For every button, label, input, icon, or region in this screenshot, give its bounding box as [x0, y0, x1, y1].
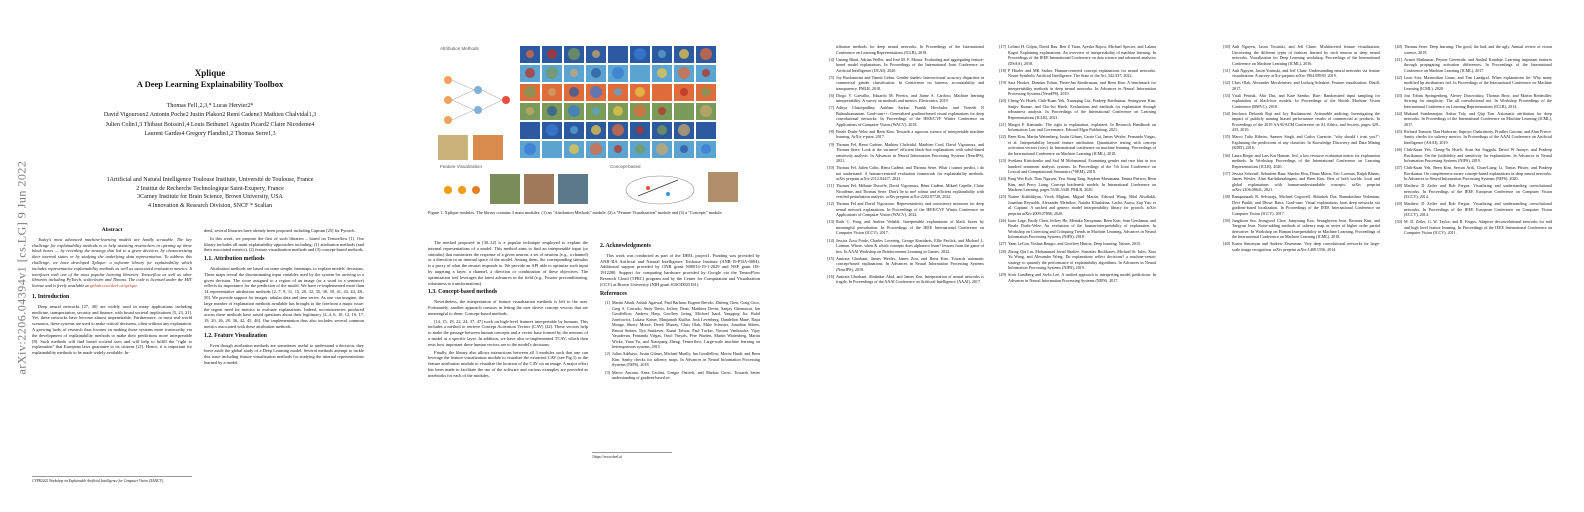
concept-text: Nevertheless, the interpretation of feature visualization methods is left to the user. Fortunately, another approach consists in letting the user derive concept vectors that are meaningful to them: Concept-based methods. [428, 299, 588, 316]
attribution-heading: 1.1. Attribution methods [204, 256, 265, 263]
reference-item: [12] Thomas Fel and David Vigouroux. Representativity and consistency measures for deep neural network explanations. In Proceedings of the IEEE/CVF Winter Conference on Applications of Computer Vision (WACV), 2022. [827, 201, 984, 218]
reference-item: [8] Finale Doshi-Velez and Been Kim. Towards a rigorous science of interpretable machine learning. ArXiv e-print, 2017. [829, 128, 984, 140]
references-heading: References [600, 290, 627, 297]
fv-node [444, 186, 452, 194]
heatmap-hotspot [569, 87, 579, 97]
author-line: Thomas Fel1,2,3,* Lucas Hervier2* [166, 103, 254, 109]
heatmap-hotspot [614, 145, 622, 153]
reference-item: [50] M. D. Zeiler, G. W. Taylor, and R. Fergus. Adaptive deconvolutional networks for mid and high level feature learning. In Proceedings of the IEEE International Conference on Computer Vision (ICCV), 2011. [1395, 219, 1552, 236]
heatmap-hotspot [680, 145, 688, 153]
heatmap-hotspot [702, 126, 710, 134]
output-node [502, 96, 510, 104]
affiliation: 1Artificial and Natural Intelligence Toulouse Institute, Université de Toulouse, France [106, 177, 314, 183]
ack-text: This work was conducted as part of the DEEL project1. Funding was provided by ANR-3IA Artificial and Natural Intelligence Toulouse Institute (ANR-19-PI3A-0004). Additional support provided by ONR grant N00014-19-1-2029 and NSF grant IIS-1912280. Support for computing hardware provided by Google via the TensorFlow Research Cloud (TFRC) program and by the Center for Computation and Visualization (CCV) at Brown University (NIH grant S10OD025181). [600, 252, 760, 287]
reference-item: [18] P Hitzler and MK Sarker. Human-centered concept explanations for neural networks. Neuro-Symbolic Artificial Intelligence: The State of the Art, 342:337, 2022. [999, 67, 1156, 79]
fv-image [524, 174, 554, 204]
heatmap-hotspot [612, 67, 624, 79]
heatmap-hotspot [658, 50, 666, 58]
reference-item: [41] Avanti Shrikumar, Peyton Greenside, and Anshul Kundaje. Learning important features through propagating activation differences. In Proceedings of the International Conference on Machine Learning (ICML), 2017. [1395, 56, 1552, 73]
heatmap-hotspot [634, 48, 646, 60]
edge [452, 80, 474, 90]
heatmap-hotspot [636, 69, 644, 77]
reference-item: [11] Thomas Fel, Mélanie Ducoffe, David Vigouroux, Rémi Cadène, Mikael Capelle, Claire Nicodème, and Thomas Serre. Don't lie to me! robust and efficient explainability with verified perturbation analysis. arXiv preprint arXiv:2202.07728, 2022. [827, 183, 984, 200]
heatmap-hotspot [592, 107, 600, 115]
heatmap-hotspot [635, 87, 645, 97]
reference-item: [37] Jessica Schrouff, Sebastien Baur, Shaobo Hou, Diana Mincu, Eric Loreaux, Ralph Blanes, James Wexler, Alan Karthikesalingam, and Been Kim. Best of both worlds: local and global explanations with human-understandable concepts. arXiv preprint arXiv:2106.08641, 2021. [1223, 170, 1380, 193]
p2-column-left [428, 240, 588, 381]
heatmap-hotspot [569, 144, 579, 154]
attribution-panel [438, 46, 510, 160]
heatmap-hotspot [524, 143, 536, 155]
edge [452, 110, 474, 120]
reference-item: [49] Matthew D Zeiler and Rob Fergus. Visualizing and understanding convolutional networks. In Proceedings of the IEEE European Conference on Computer Vision (ECCV), 2014. [1395, 201, 1552, 218]
col2-intro: deed, several libraries have already been proposed including Captum [25] for Pytorch. [204, 228, 356, 233]
paper-subtitle: A Deep Learning Explainability Toolbox [136, 79, 284, 89]
reference-item: [29] Scott Lundberg and Su-In Lee. A unified approach to interpreting model predictions. In Advances in Neural Information Processing Systems (NIPS), 2017. [999, 272, 1156, 283]
heatmap-hotspot [702, 69, 710, 77]
input-node [444, 96, 452, 104]
heatmap-hotspot [526, 107, 534, 115]
heatmap-hotspot [591, 68, 601, 78]
fv-image [490, 174, 520, 204]
input-thumbnail [438, 135, 468, 160]
heatmap-hotspot [570, 69, 578, 77]
column-left [32, 228, 192, 358]
heatmap-hotspot [679, 49, 689, 59]
reference-item: [15] Amirata Ghorbani, James Wexler, James Zou, and Been Kim. Towards automatic concept-based explanations. In Advances in Neural Information Processing Systems (NeurIPS), 2019. [827, 255, 984, 272]
reference-item: [43] Jost Tobias Springenberg, Alexey Dosovitskiy, Thomas Brox, and Martin Riedmiller. Striving for simplicity: The all convolutional net. In Workshop Proceedings of the International Conference on Learning Representations (ICLR), 2014. [1395, 92, 1552, 109]
page-3 [792, 0, 1188, 512]
reference-item: [3] Marco Ancona, Enea Ceolini, Cengiz Öztireli, and Markus Gross. Towards better understanding of gradient-based at- [605, 369, 760, 381]
feature-visualization-panel [440, 164, 588, 204]
cav-vector [638, 180, 678, 196]
reference-item: [42] Leon Sixt, Maximilian Granz, and Tim Landgraf. When explanations lie: Why many modified bp attributions fail. In Proceedings of the International Conference on Machine Learning (ICML), 2020. [1395, 74, 1552, 91]
reference-item: [34] Inioluwa Deborah Raji and Joy Buolamwini. Actionable auditing: Investigating the impact of publicly naming biased performance results of commercial ai products. In Proceedings of the 2019 AAAI/ACM Conference on AI, Ethics, and Society, pages 429–435, 2019. [1223, 110, 1380, 133]
reference-item: [9] Thomas Fel, Remi Cadene, Mathieu Chalvidal, Matthieu Cord, David Vigouroux, and Thomas Serre. Look at the variance! efficient black-box explanations with sobol-based sensitivity analysis. In Advances in Neural Information Processing Systems (NeurIPS), 2021. [829, 141, 984, 164]
heatmap-hotspot [546, 124, 558, 136]
intro-text: Deep neural networks [27, 40] are widely used in many applications including medicine, transportation, security and finance, with broad societal implications [5, 23, 31]. Yet, these networks have become almost impenetrable. Furthermore, in most real-world scenarios, these systems are used to make critical decisions, often without any explanation. A growing body of research thus focuses on making those systems more trustworthy via the development of explainability methods to make their predictions more interpretable [8]. Such methods will find broad societal uses and will help to fulfill the "right to explanation" that European laws guarantee to its citizens [21]. Hence, it is important for explainability methods to be made widely available. In- [32, 303, 192, 356]
heatmap-hotspot [634, 105, 646, 117]
reference-item: [28] Zhong Qiu Lin, Mohammad Javad Shafiee, Stanislav Bochkarev, Michael St. Jules, Xiao Yu Wang, and Alexander Wong. Do explanations reflect decisions? a machine-centric strategy to quantify the performance of explainability algorithms. In Advances in Neural Information Processing Systems (NIPS), 2019. [999, 248, 1156, 271]
fv-node [472, 186, 480, 194]
page-2 [396, 0, 792, 512]
heatmap-hotspot [524, 86, 536, 98]
reference-item: [23] Svetlana Kiritchenko and Saif M Mohammad. Examining gender and race bias in two hundred sentiment analysis systems. In Proceedings of the 7th Joint Conference on Lexical and Computational Semantics (*SEM), 2018. [999, 158, 1156, 175]
affiliation: 2 Institut de Recherche Technologique Saint-Exupery, France [136, 185, 284, 192]
reference-item: [35] Marco Tulio Ribeiro, Sameer Singh, and Carlos Guestrin. "why should i trust you?": Explaining the predictions of any classifier. In Knowledge Discovery and Data Mining (KDD), 2016. [1223, 134, 1380, 151]
affiliation: 4 Innovation & Research Division, SNCF * Scalian [148, 202, 272, 209]
arxiv-stamp [6, 120, 29, 420]
heatmap-hotspot [701, 144, 711, 154]
attribution-heatmap-grid [520, 46, 716, 158]
reference-item: [44] Mukund Sundararajan, Ankur Taly, and Qiqi Yan. Axiomatic attribution for deep networks. In Proceedings of the International Conference on Machine Learning (ICML), 2017. [1395, 110, 1552, 127]
reference-item: [38] Ramprasaath R. Selvaraju, Michael Cogswell, Abhishek Das, Ramakrishna Vedantam, Devi Parikh, and Dhruv Batra. Grad-cam: Visual explanations from deep networks via gradient-based localization. In Proceedings of the IEEE International Conference on Computer Vision (ICCV), 2017. [1223, 194, 1380, 216]
heatmap-hotspot [636, 126, 644, 134]
reference-item: [47] Chih-Kuan Yeh, Been Kim, Sercan Arik, Chun-Liang Li, Tomas Pfister, and Pradeep Ravikumar. On completeness-aware concept-based explanations in deep neural networks. In Advances in Neural Information Processing Systems (NIPS), 2020. [1395, 165, 1552, 182]
edge [452, 90, 474, 100]
p4-ref-column-left [1220, 44, 1380, 254]
affiliation: 3Carney Institute for Brain Science, Brown University, USA [137, 194, 283, 201]
fv-image [558, 174, 588, 204]
reference-item: [7] Aditya Chattopadhay, Anirban Sarkar, Prantik Howlader, and Vineeth N Balasubramanian. Grad-cam++: Generalized gradient-based visual explanations for deep convolutional networks. In Proceedings of the IEEE/CVF Winter Conference on Applications of Computer Vision (WACV), 2018. [829, 105, 984, 127]
heatmap-hotspot [613, 49, 623, 59]
reference-item: [33] Vitali Petsiuk, Abir Das, and Kate Saenko. Rise: Randomized input sampling for explanation of black-box models. In Proceedings of the British Machine Vision Conference (BMVC), 2018. [1223, 92, 1380, 109]
heatmap-hotspot [656, 143, 668, 155]
reference-item: [13] Ruth C. Fong and Andrea Vedaldi. Interpretable explanations of black boxes by meaningful perturbation. In Proceedings of the IEEE International Conference on Computer Vision (ICCV), 2017. [827, 219, 984, 236]
reference-item: [1] Martín Abadi, Ashish Agarwal, Paul Barham, Eugene Brevdo, Zhifeng Chen, Craig Citro, Greg S. Corrado, Andy Davis, Jeffrey Dean, Matthieu Devin, Sanjay Ghemawat, Ian Goodfellow, Andrew Harp, Geoffrey Irving, Michael Isard, Yangqing Jia, Rafal Jozefowicz, Lukasz Kaiser, Manjunath Kudlur, Josh Levenberg, Dandelion Mané, Rajat Monga, Sherry Moore, Derek Murray, Chris Olah, Mike Schuster, Jonathon Shlens, Benoit Steiner, Ilya Sutskever, Kunal Talwar, Paul Tucker, Vincent Vanhoucke, Vijay Vasudevan, Fernanda Viégas, Oriol Vinyals, Pete Warden, Martin Wattenberg, Martin Wicke, Yuan Yu, and Xiaoqiang Zheng. Tensorflow: Large-scale machine learning on heterogeneous systems, 2015. [605, 300, 760, 350]
reference-item: tribution methods for deep neural networks. In Proceedings of the International Conference on Learning Representations (ICLR), 2018. [836, 44, 984, 55]
github-link[interactable]: github.com/deel-ai/xplique. [89, 283, 139, 289]
edge [482, 100, 502, 110]
column-right [204, 228, 364, 368]
heatmap-hotspot [525, 68, 535, 78]
concept-panel-label: Concept-based [610, 164, 641, 169]
reference-item: [24] Pang Wei Koh, Thao Nguyen, Yew Siang Tang, Stephen Mussmann, Emma Pierson, Been Kim, and Percy Liang. Concept bottleneck models. In International Conference on Machine Learning, pages 5338–5348. PMLR, 2020. [999, 176, 1156, 193]
heatmap-hotspot [656, 86, 668, 98]
reference-item: [4] Umang Bhatt, Adrian Weller, and José M. F. Moura. Evaluating and aggregating feature-based model explanations. In Proceedings of the International Joint Conference on Artificial Intelligence (IJCAI), 2020. [829, 56, 984, 73]
heatmap-hotspot [657, 125, 667, 135]
abstract-heading: Abstract [101, 227, 123, 233]
heatmap-hotspot [679, 106, 689, 116]
figure-1 [428, 40, 748, 208]
heatmap-hotspot [568, 105, 580, 117]
reference-item: [5] Joy Buolamwini and Timnit Gebru. Gender shades: Intersectional accuracy disparities in commercial gender classification. In Conference on fairness, accountability and transparency. PMLR, 2018. [829, 74, 984, 91]
heatmap-hotspot [680, 88, 688, 96]
deel-footnote: 1https://www.deel.ai [592, 452, 672, 459]
paper-title: Xplique [194, 68, 226, 78]
p4-ref-column-right [1392, 44, 1552, 238]
attribution-text: Attribution methods are based on some simple, heatmaps, to explain models' decisions. These maps reveal the discriminating input variables used by the system for arriving to a given decision. The score assigned to a region of an image (or a word in a sentence) reflects its importance for the prediction of the model. We have re-implemented more than 14 representative attribution methods [2, 7, 9, 11, 15, 20, 32, 35, 38, 39, 41, 43, 44, 48–50]. We provide support for images, tabular data and time series. As one can imagine, the large number of explanation methods available has brought to the forefront a major issue: the urgent need for metrics to evaluate explanations. Indeed, inconsistencies produced across these methods have raised questions about their legitimacy [2–4, 6, 10, 12, 16, 17, 19, 20, 26, 28, 36, 42, 45, 46]. Our implementation thus also includes several common metrics associated with these attribution methods. [204, 265, 364, 329]
reference-item: [2] Julius Adebayo, Justin Gilmer, Michael Muelly, Ian Goodfellow, Moritz Hardt, and Been Kim. Sanity checks for saliency maps. In Advances in Neural Information Processing Systems (NIPS), 2018. [605, 351, 760, 368]
reference-item: [21] Margot E Kaminski. The right to explanation, explained. In Research Handbook on Information Law and Governance. Edward Elgar Publishing, 2021. [999, 121, 1156, 133]
p3-ref-column-right [996, 44, 1156, 285]
figure-caption: Figure 1. Xplique modules. The library contains 3 main modules: (1) an "Attribution Methods" module, (2) a "Feature Visualization" module and (3) a "Concepts" module. [428, 210, 723, 215]
ack-heading: 2. Acknowledgments [600, 243, 651, 249]
reference-item: [39] Junghoon Seo, Jeongyeol Choe, Jamyoung Koo, Seunghyeon Jeon, Beomsu Kim, and Taegyun Jeon. Noise-adding methods of saliency map as series of higher order partial derivative. In Workshop on Human Interpretability in Machine Learning, Proceedings of the International Conference on Machine Learning (ICML), 2018. [1223, 217, 1380, 240]
edge [482, 90, 502, 100]
reference-item: [25] Narine Kokhlikyan, Vivek Miglani, Miguel Martin, Edward Wang, Bilal Alsallakh, Jonathan Reynolds, Alexander Melnikov, Natalia Kliushkina, Carlos Araya, Siqi Yan, et al. Captum: A unified and generic model interpretability library for pytorch. arXiv preprint arXiv:2009.07896, 2020. [999, 194, 1156, 216]
reference-item: [48] Matthew D Zeiler and Rob Fergus. Visualizing and understanding convolutional networks. In Proceedings of the IEEE European Conference on Computer Vision (ECCV), 2014. [1395, 183, 1552, 200]
concept-text-3: Finally, the library also allows interactions between all 3 modules such that one can leverage the feature visualization module to visualize the extracted CAV (see Fig.1) or the feature attribution module to visualize the location of the CAV on an image. A major effort has been made to facilitate the use of the software and various examples are provided as notebooks for each of the modules. [428, 349, 588, 378]
affiliation-list [50, 176, 370, 210]
heatmap-hotspot [568, 48, 580, 60]
concept-space [626, 176, 694, 204]
attribution-panel-label: Attribution Methods [440, 46, 479, 51]
feature-viz-panel-label: Feature Visualization [440, 164, 482, 169]
reference-item: [20] Cheng-Yu Hsieh, Chih-Kuan Yeh, Xuanqing Liu, Pradeep Ravikumar, Seungyeon Kim, Sanjiv Kumar, and Cho-Jui Hsieh. Evaluations and methods for explanation through robustness analysis. In Proceedings of the International Conference on Learning Representations (ICLR), 2021. [999, 98, 1156, 120]
reference-item: [45] Richard Tomsett, Dan Harborne, Supriyo Chakraborty, Prudhvi Gurram, and Alun Preece. Sanity checks for saliency metrics. In Proceedings of the AAAI Conference on Artificial Intelligence (AAAI), 2019. [1395, 128, 1552, 145]
concept-point [666, 192, 670, 196]
heatmap-hotspot [614, 88, 622, 96]
p3-ref-column-left [824, 44, 984, 286]
heatmap-hotspot [592, 50, 600, 58]
heatmap-hotspot [700, 48, 712, 60]
concept-point [646, 186, 650, 190]
input-node [444, 116, 452, 124]
hidden-node [474, 86, 482, 94]
featureviz-heading: 1.2. Feature Visualization [204, 332, 268, 339]
concept-panel [610, 164, 738, 204]
author-line: David Vigouroux2 Antonin Poche2 Justin Plakoo2 Remi Cadene3 Mathieu Chalvidal1,3 [103, 112, 317, 119]
heatmap-hotspot [635, 144, 645, 154]
reference-item: [27] Yann LeCun, Yoshua Bengio, and Geoffrey Hinton. Deep learning. Nature, 2015. [999, 241, 1142, 247]
reference-item: [17] Leilani H. Gilpin, David Bau, Ben Z Yuan, Ayesha Bajwa, Michael Specter, and Lalana Kagal. Explaining explanations: An overview of interpretability of machine learning. In Proceedings of the IEEE International Conference on data science and advanced analytics (DSAA), 2018. [999, 44, 1156, 66]
concept-heading: 1.3. Concept-based methods [428, 289, 498, 296]
featureviz-text: Even though attribution methods are sometimes useful to understand a decision, they leave aside the global study of a Deep Learning model. Several methods attempt to tackle this issue including feature visualization methods for studying the internal representations learned by a model. [204, 342, 364, 365]
page-1 [0, 0, 396, 512]
input-node [444, 76, 452, 84]
author-line: Laurent Gardes4 Gregory Flandin1,2 Thomas Serre1,3 [144, 131, 276, 138]
input-thumbnail [473, 135, 503, 160]
arxiv-id: arXiv:2206.04394v1 [cs.LG] 9 Jun 2022 [14, 160, 29, 375]
heatmap-hotspot [548, 145, 556, 153]
intro-heading: 1. Introduction [32, 293, 70, 300]
fv-method-text: The method proposed in [30–32] is a popular technique employed to explain the internal representations of a model. This method aims to find an interpretable input (or stimulus) that maximizes the response of a given neuron, a set of neurons (e.g., a channel) or a direction in an internal space of the model. Among them, the corresponding stimulus is a proxy of what the neuron responds to. We provide an API able to optimize such input by targeting a layer, a channel, a direction or combination of these objectives. The optimization tool leverages the latest advances in the field (e.g., Fourier preconditioning, robustness to transformations). [428, 240, 588, 286]
author-list [50, 102, 370, 140]
concept-image [708, 172, 738, 202]
reference-item: [46] Chih-Kuan Yeh, Cheng-Yu Hsieh, Arun Sai Suggala, David W Inouye, and Pradeep Ravikumar. On the (in)fidelity and sensitivity for explanations. In Advances in Neural Information Processing Systems (NIPS), 2019. [1395, 147, 1552, 164]
col2-para: In this work, we propose the first of such libraries – based on Tensorflow [1]. Our library includes all main explainability approaches including: (1) attribution methods (and their associated metrics), (2) feature visualization methods and (3) concept-based methods. [204, 235, 364, 253]
reference-item: [19] Sara Hooker, Dumitru Erhan, Pieter-Jan Kindermans, and Been Kim. A benchmark for interpretability methods in deep neural networks. In Advances in Neural Information Processing Systems (NeurIPS), 2019. [999, 80, 1156, 97]
reference-item: [10] Thomas Fel, Julien Colin, Rémi Cadène, and Thomas Serre. What i cannot predict, i do not understand: A human-centered evaluation framework for explainability methods. arXiv preprint arXiv:2112.04417, 2021. [827, 165, 984, 182]
heatmap-hotspot [547, 49, 557, 59]
reference-item: [30] Anh Nguyen, Jason Yosinski, and Jeff Clune. Multifaceted feature visualization: Uncovering the different types of features learned by each neuron in deep neural networks. Visualization for Deep Learning workshop, Proceedings of the International Conference on Machine Learning (ICML), 2016. [1223, 44, 1380, 66]
reference-item: [16] Amirata Ghorbani, Abubakar Abid, and James Zou. Interpretation of neural networks is fragile. In Proceedings of the AAAI Conference on Artificial Intelligence (AAAI), 2017. [827, 273, 984, 285]
heatmap-hotspot [547, 106, 557, 116]
heatmap-hotspot [526, 50, 534, 58]
reference-item: [22] Been Kim, Martin Wattenberg, Justin Gilmer, Carrie Cai, James Wexler, Fernanda Viegas, et al. Interpretability beyond feature attribution: Quantitative testing with concept activation vectors (tcav). In International conference on machine learning. Proceedings of the International Conference on Machine Learning (ICML), 2018. [999, 134, 1156, 156]
hidden-node [474, 106, 482, 114]
page-4 [1188, 0, 1584, 512]
heatmap-hotspot [590, 86, 602, 98]
workshop-footnote: CVPR2022 Workshop on Explainable Artificial Intelligence for Computer Vision (XAI4CV). [32, 476, 192, 484]
p2-column-right [600, 240, 760, 382]
concept-text-2: [14, 15, 18, 22, 24, 37, 47] work on high-level features interpretable by humans. This includes a method to retrieve Concept Activation Vectors (CAV) [22]. These vectors help to make the passage between human concepts and a vector base formed by the neurons of a model at a specific layer. In addition, we have also re-implemented TCAV, which then tests how important these human vectors are to the model's decisions. [428, 318, 588, 347]
heatmap-hotspot [613, 106, 623, 116]
reference-item: [31] Anh Nguyen, Jason Yosinski, and Jeff Clune. Understanding neural networks via feature visualization: A survey. arXiv preprint arXiv:1904.08939, 2019. [1223, 67, 1380, 79]
heatmap-hotspot [612, 124, 624, 136]
reference-item: [14] Jessica Zosa Forde, Charles Lovering, George Konidaris, Ellie Pavlick, and Michael L. Littman. Where, when & which concepts does alphazero learn? lessons from the game of hex. In AAAI Workshop on Reinforcement Learning in Games, 2022. [827, 237, 984, 254]
reference-item: [6] Diogo V. Carvalho, Eduardo M. Pereira, and Jaime S. Cardoso. Machine learning interpretability: A survey on methods and metrics. Electronics, 2019. [829, 92, 984, 104]
heatmap-hotspot [591, 125, 601, 135]
heatmap-hotspot [700, 105, 712, 117]
heatmap-hotspot [590, 143, 602, 155]
heatmap-hotspot [678, 67, 690, 79]
heatmap-hotspot [701, 87, 711, 97]
reference-item: [32] Chris Olah, Alexander Mordvintsev, and Ludwig Schubert. Feature visualization. Distill, 2017. [1223, 80, 1380, 91]
reference-list [600, 300, 760, 380]
fv-node [458, 186, 466, 194]
abstract-text: Today's most advanced machine-learning models are hardly scrutable. The key challenge for explainability methods is to help assisting researchers in opening up these black boxes — by revealing the strategy that led to a given decision, by characterizing their internal states or by studying the underlying data representation. To address this challenge, we have developed Xplique: a software library for explainability which includes representative explainability methods as well as associated evaluation metrics. It interfaces with one of the most popular learning libraries: Tensorflow as well as other libraries including PyTorch, scikit-learn and Theano. The code is licensed under the MIT license and is freely available at github.com/deel-ai/xplique. [32, 236, 192, 289]
heatmap-hotspot [546, 67, 558, 79]
heatmap-hotspot [570, 126, 578, 134]
heatmap-hotspot [658, 107, 666, 115]
heatmap-hotspot [548, 88, 556, 96]
heatmap-hotspot [657, 68, 667, 78]
heatmap-hotspot [678, 124, 690, 136]
reference-item: [36] Laura Rieger and Lars Kai Hansen. Irof: a low resource evaluation metric for explanation methods. In Workshop Proceedings of the International Conference on Learning Representations (ICLR), 2020. [1223, 152, 1380, 169]
edge [452, 100, 474, 110]
author-line: Julien Colin1,3 Thibaut Boissin1,4 Louis Bethune1 Agustin Picard2 Claire Nicodeme4 [105, 121, 315, 128]
heatmap-hotspot [525, 125, 535, 135]
reference-item: [40] Karen Simonyan and Andrew Zisserman. Very deep convolutional networks for large-scale image recognition. arXiv preprint arXiv:1409.1556, 2014. [1223, 241, 1380, 252]
reference-item: [40] Thomas Serre. Deep learning: The good, the bad, and the ugly. Annual review of vision science, 2019. [1395, 44, 1552, 55]
reference-item: [26] Isaac Lage, Emily Chen, Jeffrey He, Menaka Narayanan, Been Kim, Sam Gershman, and Finale Doshi-Velez. An evaluation of the human-interpretability of explanation. In Workshop on Correcting and Critiquing Trends in Machine Learning, Advances in Neural Information Processing Systems (NIPS), 2018. [999, 217, 1156, 240]
